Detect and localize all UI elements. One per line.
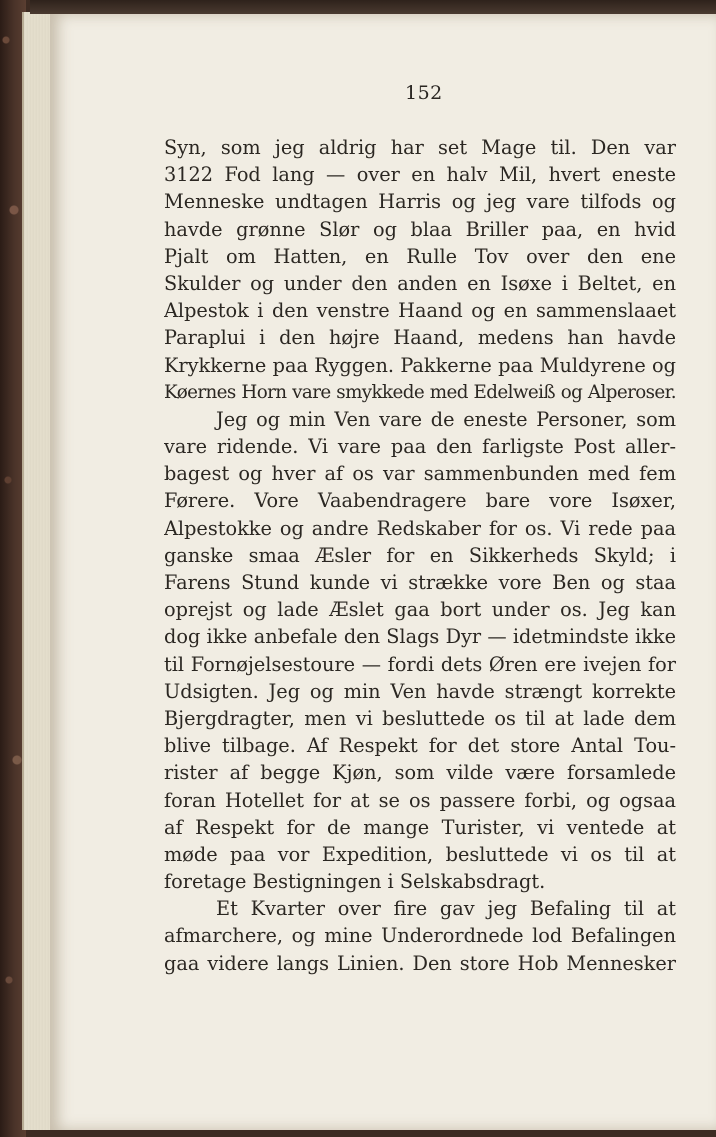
text-line: dog ikke anbefale den Slags Dyr — idetmindste ikke bbox=[164, 625, 676, 649]
body-text bbox=[164, 134, 676, 977]
text-line: vare ridende. Vi vare paa den farligste Post aller- bbox=[164, 435, 676, 459]
text-line: afmarchere, og mine Underordnede lod Befalingen bbox=[164, 924, 676, 948]
text-line: Alpestokke og andre Redskaber for os. Vi rede paa bbox=[164, 516, 676, 540]
text-line: Krykkerne paa Ryggen. Pakkerne paa Muldyrene og bbox=[164, 353, 676, 377]
text-line: Menneske undtagen Harris og jeg vare tilfods og bbox=[164, 190, 676, 214]
text-line: Køernes Horn vare smykkede med Edelweiß og Alperoser. bbox=[164, 381, 676, 403]
scan-top-border bbox=[30, 0, 716, 14]
text-line: til Fornøjelsestoure — fordi dets Øren ere ivejen for bbox=[164, 652, 676, 676]
text-line: foran Hotellet for at se os passere forbi, og ogsaa bbox=[164, 788, 676, 812]
text-line: Udsigten. Jeg og min Ven havde strængt korrekte bbox=[164, 679, 676, 703]
text-line: Bjergdragter, men vi besluttede os til at lade dem bbox=[164, 706, 676, 730]
text-line: gaa videre langs Linien. Den store Hob Mennesker bbox=[164, 951, 676, 975]
text-line: af Respekt for de mange Turister, vi ventede at bbox=[164, 815, 676, 839]
text-line: Paraplui i den højre Haand, medens han havde bbox=[164, 326, 676, 350]
text-line: Skulder og under den anden en Isøxe i Beltet, en bbox=[164, 271, 676, 295]
text-line: Pjalt om Hatten, en Rulle Tov over den ene bbox=[164, 244, 676, 268]
text-line: Farens Stund kunde vi strække vore Ben og staa bbox=[164, 571, 676, 594]
text-line: Alpestok i den venstre Haand og en sammenslaaet bbox=[164, 299, 676, 323]
text-line: 3122 Fod lang — over en halv Mil, hvert eneste bbox=[164, 163, 676, 187]
text-line-paragraph-start: Et Kvarter over fire gav jeg Befaling til at bbox=[216, 897, 676, 921]
text-line-paragraph-start: Jeg og min Ven vare de eneste Personer, som bbox=[216, 407, 676, 431]
text-line: ganske smaa Æsler for en Sikkerheds Skyld; i bbox=[164, 543, 676, 567]
text-line: oprejst og lade Æslet gaa bort under os. Jeg kan bbox=[164, 598, 676, 622]
text-line: Førere. Vore Vaabendragere bare vore Isøxer, bbox=[164, 489, 676, 513]
text-line: blive tilbage. Af Respekt for det store Antal Tou- bbox=[164, 734, 676, 758]
text-line: havde grønne Slør og blaa Briller paa, en hvid bbox=[164, 217, 676, 241]
text-line: Syn, som jeg aldrig har set Mage til. Den var bbox=[164, 136, 676, 159]
text-line-paragraph-end: foretage Bestigningen i Selskabsdragt. bbox=[164, 870, 546, 894]
text-line: rister af begge Kjøn, som vilde være forsamlede bbox=[164, 761, 676, 785]
text-line: møde paa vor Expedition, besluttede vi os til at bbox=[164, 842, 676, 866]
text-line: bagest og hver af os var sammenbunden med fem bbox=[164, 462, 676, 486]
page-number: 152 bbox=[405, 82, 443, 104]
